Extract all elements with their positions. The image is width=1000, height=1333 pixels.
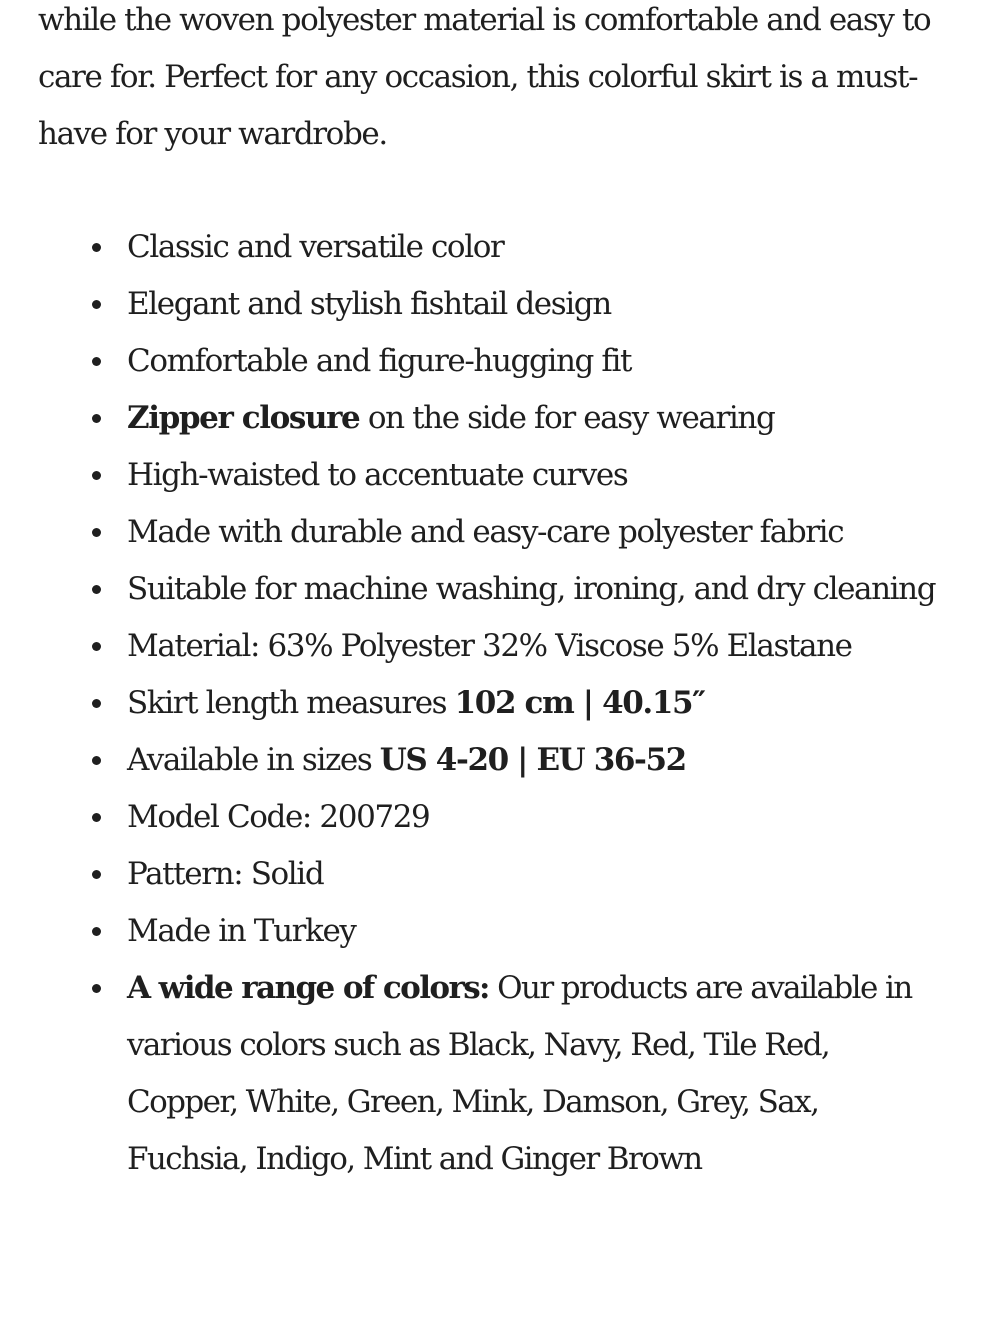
feature-zipper-bold: Zipper closure	[127, 400, 360, 436]
feature-care: Suitable for machine washing, ironing, and dry cleaning	[127, 571, 936, 607]
feature-fabric: Made with durable and easy-care polyester fabric	[127, 514, 844, 550]
description-paragraph: while the woven polyester material is comfortable and easy to care for. Perfect for any occasion, this colorful skirt is a must-have for your wardrobe.	[38, 2, 931, 152]
feature-comfortable: Comfortable and figure-hugging fit	[127, 343, 632, 379]
list-item	[127, 390, 968, 447]
feature-classic: Classic and versatile color	[127, 229, 504, 265]
feature-length-bold: 102 cm | 40.15″	[454, 685, 705, 721]
feature-colors-rest: Our products are available in various colors such as Black, Navy, Red, Tile Red, Copper, White, Green, Mink, Damson, Grey, Sax, Fuchsia, Indigo, Mint and Ginger Brown	[127, 970, 912, 1177]
feature-colors-bold: A wide range of colors:	[127, 970, 489, 1006]
list-item	[127, 732, 968, 789]
feature-zipper-rest: on the side for easy wearing	[359, 400, 775, 436]
feature-sizes-prefix: Available in sizes	[127, 742, 380, 778]
feature-waist: High-waisted to accentuate curves	[127, 457, 628, 493]
feature-length-prefix: Skirt length measures	[127, 685, 455, 721]
list-item	[127, 333, 968, 390]
list-item	[127, 789, 968, 846]
list-item	[127, 675, 968, 732]
feature-list	[38, 219, 968, 1188]
feature-model-code: Model Code: 200729	[127, 799, 430, 835]
list-item	[127, 219, 968, 276]
feature-origin: Made in Turkey	[127, 913, 356, 949]
list-item	[127, 846, 968, 903]
list-item	[127, 561, 968, 618]
feature-material: Material: 63% Polyester 32% Viscose 5% Elastane	[127, 628, 852, 664]
list-item	[127, 618, 968, 675]
list-item	[127, 447, 968, 504]
list-item	[127, 903, 968, 960]
list-item	[127, 504, 968, 561]
product-description	[38, 0, 968, 1188]
feature-elegant: Elegant and stylish fishtail design	[127, 286, 611, 322]
list-item	[127, 276, 968, 333]
feature-sizes-bold: US 4-20 | EU 36-52	[379, 742, 686, 778]
feature-pattern: Pattern: Solid	[127, 856, 324, 892]
list-item	[127, 960, 942, 1188]
